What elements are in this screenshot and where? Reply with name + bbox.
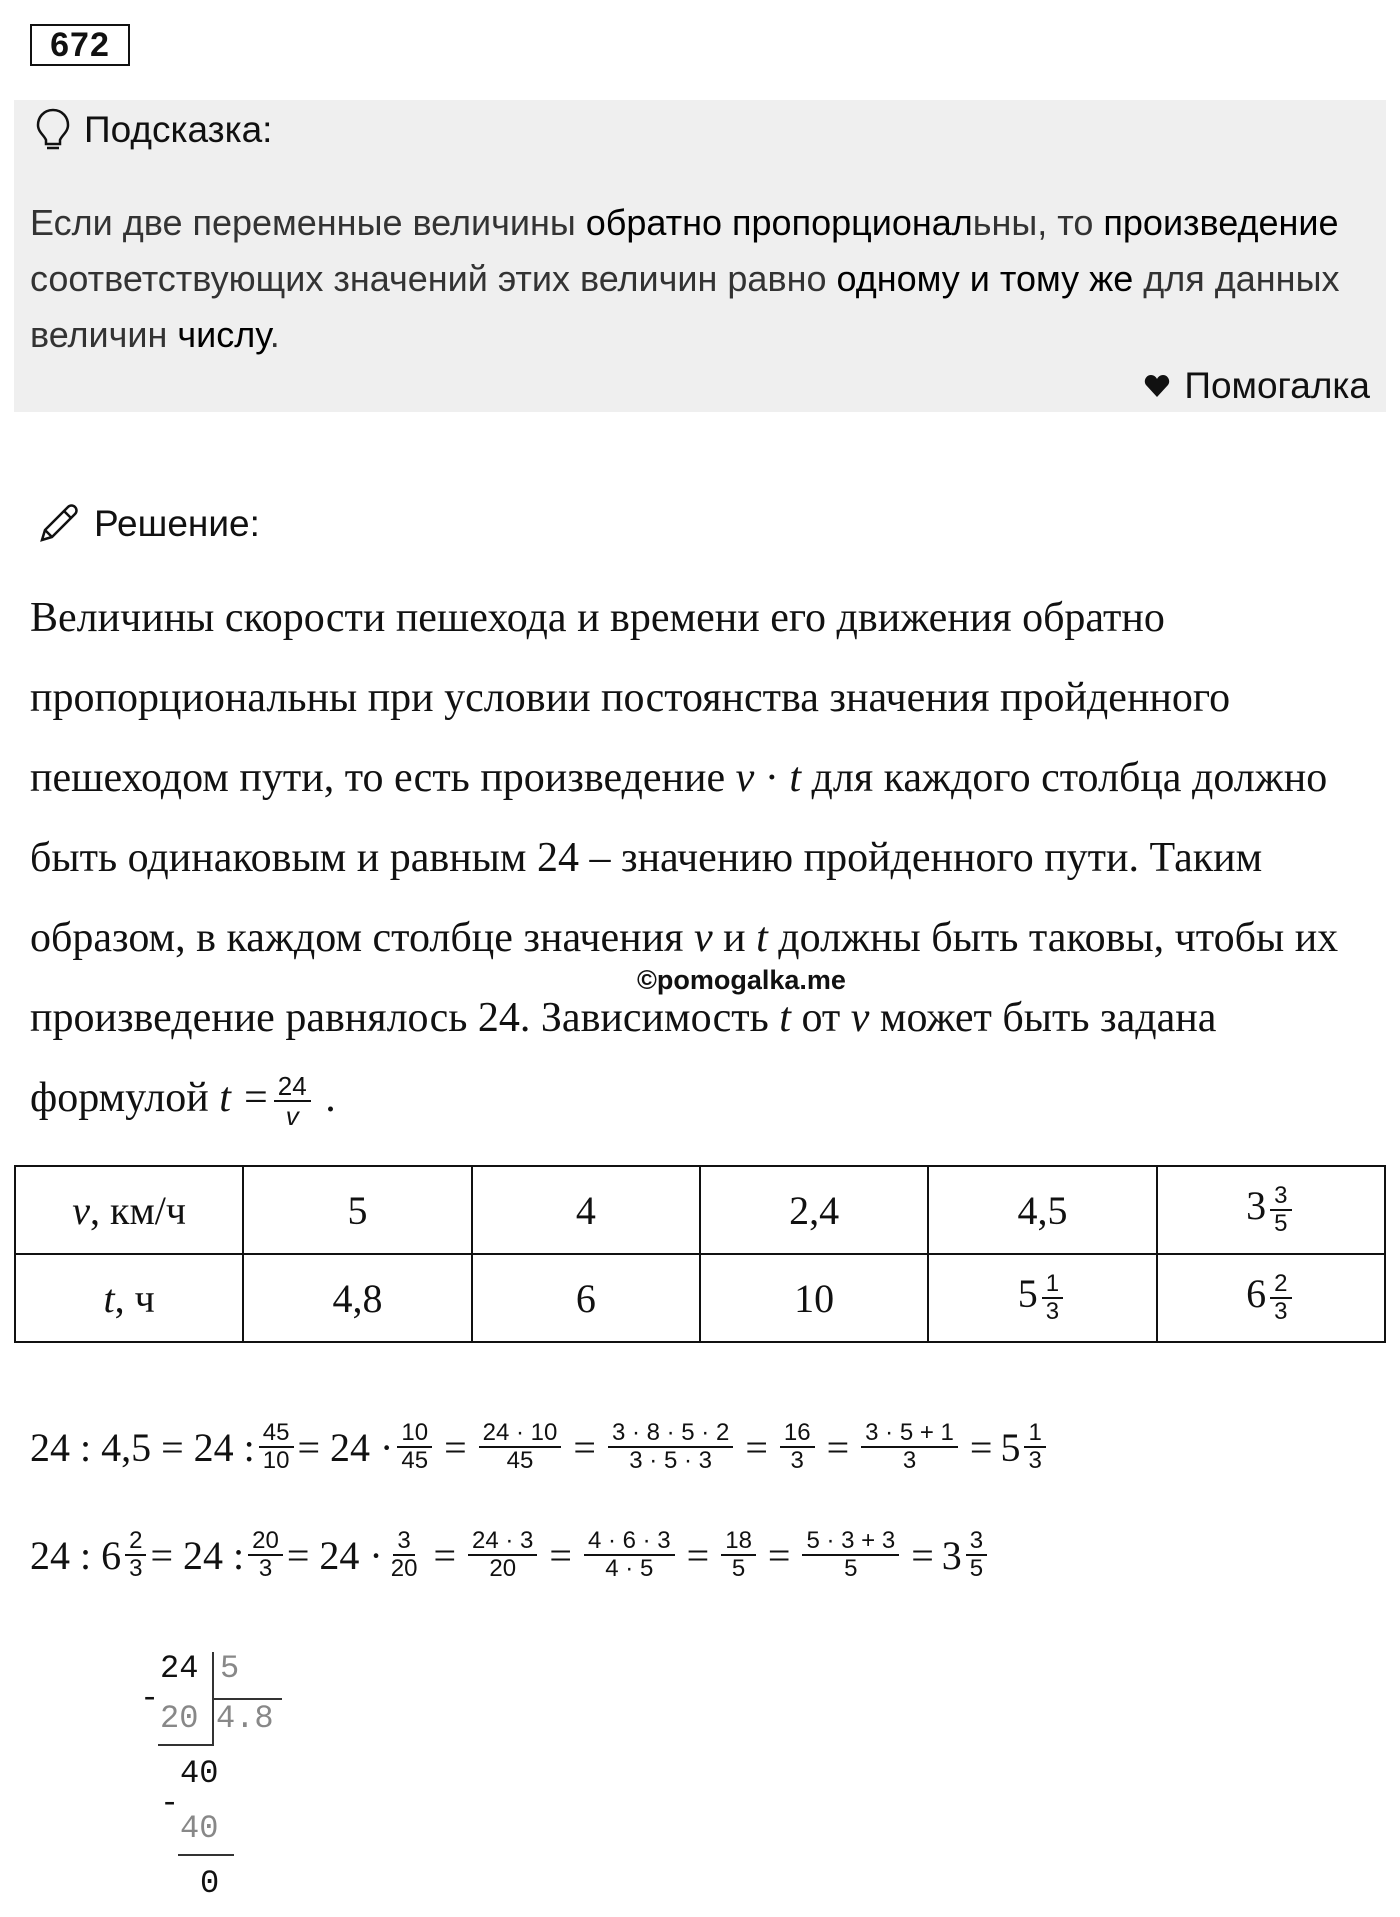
brand-name: Помогалка [1184, 365, 1370, 406]
frac-num: 18 [721, 1528, 756, 1556]
dot-symbol: · [764, 755, 779, 801]
result-whole: 3 [941, 1532, 962, 1578]
frac-num: 4 · 6 · 3 [584, 1528, 675, 1556]
frac-den: v [285, 1101, 299, 1132]
frac-num: 3 [1270, 1183, 1291, 1211]
frac-num: 45 [259, 1420, 294, 1448]
frac-den: 4 · 5 [605, 1555, 654, 1583]
frac-den: 3 [1028, 1447, 1042, 1475]
table-cell [1157, 1254, 1385, 1342]
table-cell: 4,8 [243, 1254, 471, 1342]
frac-den: 45 [506, 1447, 534, 1475]
hint-segment: соответствующих значений этих величин равно [30, 258, 837, 299]
table-row [15, 1166, 1385, 1254]
var-v: v [693, 915, 713, 961]
calc-text: = 24 · [286, 1532, 383, 1578]
subtraction-line [178, 1854, 234, 1856]
frac-num: 1 [1024, 1420, 1045, 1448]
brand-label [1144, 365, 1370, 407]
solution-title: Решение: [94, 503, 260, 544]
mixed-fraction [1270, 1183, 1291, 1238]
hint-emphasis: обратно пропорционал [585, 202, 973, 243]
frac-num: 10 [397, 1420, 432, 1448]
table-cell: 10 [700, 1254, 928, 1342]
var-v: v [850, 995, 870, 1041]
mixed-fraction [1270, 1271, 1291, 1326]
mixed-fraction [1042, 1271, 1063, 1326]
table-cell [928, 1254, 1156, 1342]
mixed-whole: 3 [1246, 1183, 1267, 1229]
label-unit: , ч [114, 1275, 155, 1321]
frac-den: 20 [489, 1555, 517, 1583]
hint-segment: Если две переменные величины [30, 202, 586, 243]
table-row [15, 1254, 1385, 1342]
mixed-whole: 5 [1017, 1271, 1038, 1317]
fraction [468, 1528, 537, 1583]
frac-num: 3 [966, 1528, 987, 1556]
period: . [325, 1075, 336, 1121]
calculation-line-2: 24 : 6 $\frac{2}{3}$ = 24 : $\frac{20}{3}$ = 24 · $\frac{3}{20}$ = $\frac{24 \cdot 3}{20}$ = $\frac{4 \cdot 6 \cdot 3}{4 \cdot 5}$ = $\frac{18}{5}$ = $\frac{5 \cdot 3 + 3}{5}$ = 3 $\frac{3}{5}$ [30, 1528, 991, 1583]
table-cell: 6 [472, 1254, 700, 1342]
minus-sign: - [140, 1680, 160, 1717]
solution-text-2: для каждого столбца должно быть одинаковым и равным 24 – значению пройденного пути. Таким образом, в каждом столбце значения [30, 755, 1328, 961]
fraction [780, 1420, 815, 1475]
fraction [861, 1420, 958, 1475]
formula-fraction [274, 1072, 311, 1131]
calc-text: 24 : 4,5 = 24 : [30, 1424, 255, 1470]
label-var: t [103, 1275, 115, 1321]
label-var: v [72, 1187, 91, 1233]
frac-den: 3 [1045, 1298, 1060, 1326]
frac-den: 3 [129, 1555, 143, 1583]
calc-text: = 24 : [150, 1532, 245, 1578]
formula-lhs: t = [219, 1075, 270, 1121]
heart-icon [1144, 374, 1170, 398]
frac-den: 3 [902, 1447, 917, 1475]
frac-num: 3 · 5 + 1 [861, 1420, 958, 1448]
watermark: ©pomogalka.me [637, 965, 846, 995]
calculation-line-1: 24 : 4,5 = 24 : $\frac{45}{10}$ = 24 · $\frac{10}{45}$ = $\frac{24 \cdot 10}{45}$ = $\frac{3 \cdot 8 \cdot 5 \cdot 2}{3 \cdot 5 \cdot 3}$ = $\frac{16}{3}$ = $\frac{3 \cdot 5 + 1}{3}$ = 5 $\frac{1}{3}$ [30, 1420, 1050, 1475]
remainder-1: 40 [180, 1755, 219, 1792]
hint-segment: ьны, то [972, 202, 1104, 243]
pencil-icon [34, 500, 82, 548]
table-cell [1157, 1166, 1385, 1254]
var-t: t [789, 755, 801, 801]
frac-num: 3 [393, 1528, 414, 1556]
frac-den: 5 [969, 1555, 984, 1583]
subtrahend-2: 40 [180, 1810, 219, 1847]
fraction [248, 1528, 283, 1583]
result-fraction [966, 1528, 987, 1583]
mixed-whole: 6 [1246, 1271, 1267, 1317]
values-table [14, 1165, 1386, 1343]
hint-emphasis: произведение [1103, 202, 1339, 243]
hint-segment: для данных величин [30, 258, 1340, 355]
solution-and: и [723, 915, 746, 961]
frac-den: 3 [790, 1447, 804, 1475]
table-cell: 5 [243, 1166, 471, 1254]
minus-sign: - [160, 1785, 180, 1822]
var-t: t [756, 915, 768, 961]
calc-text: = 24 · [297, 1424, 394, 1470]
solution-header [34, 500, 260, 548]
row-label-v [15, 1166, 243, 1254]
long-division [140, 1650, 340, 1910]
fraction [721, 1528, 756, 1583]
fraction [608, 1420, 733, 1475]
frac-num: 20 [248, 1528, 283, 1556]
solution-text-3: должны быть таковы, чтобы их произведение равнялось 24. Зависимость [30, 915, 1339, 1041]
frac-den: 5 [731, 1555, 746, 1583]
frac-den: 3 · 5 · 3 [629, 1447, 712, 1475]
frac-num: 3 · 8 · 5 · 2 [608, 1420, 733, 1448]
frac-num: 24 · 10 [479, 1420, 562, 1448]
frac-num: 24 · 3 [468, 1528, 537, 1556]
solution-text-5: может быть задана формулой [30, 995, 1217, 1121]
dividend: 24 [160, 1650, 199, 1687]
hint-emphasis: числу [177, 314, 270, 355]
label-unit: , км/ч [90, 1187, 187, 1233]
hint-emphasis: одному и тому же [836, 258, 1134, 299]
table-cell: 2,4 [700, 1166, 928, 1254]
table-cell: 4,5 [928, 1166, 1156, 1254]
hint-segment: . [269, 314, 280, 355]
hint-header [36, 108, 272, 152]
frac-num: 1 [1042, 1271, 1063, 1299]
problem-number: 672 [30, 24, 130, 66]
var-t: t [779, 995, 791, 1041]
solution-paragraph [30, 578, 1380, 1138]
fraction [397, 1420, 432, 1475]
divisor: 5 [220, 1650, 240, 1687]
frac-den: 20 [390, 1555, 418, 1583]
frac-num: 16 [780, 1420, 815, 1448]
fraction [584, 1528, 675, 1583]
row-label-t [15, 1254, 243, 1342]
frac-den: 5 [844, 1555, 858, 1583]
remainder-2: 0 [200, 1865, 220, 1902]
frac-den: 45 [401, 1447, 429, 1475]
quotient-line [212, 1698, 282, 1700]
result-whole: 5 [1000, 1424, 1021, 1470]
fraction [802, 1528, 899, 1583]
lightbulb-icon [36, 108, 70, 152]
subtrahend-1: 20 [160, 1700, 199, 1737]
solution-text-4: от [801, 995, 841, 1041]
frac-den: 3 [1274, 1298, 1288, 1326]
frac-num: 5 · 3 + 3 [802, 1528, 899, 1556]
fraction [387, 1528, 422, 1583]
fraction [479, 1420, 562, 1475]
fraction [259, 1420, 294, 1475]
result-fraction [1024, 1420, 1045, 1475]
frac-num: 2 [125, 1528, 146, 1556]
calc-text: 24 : 6 [30, 1532, 122, 1578]
var-v: v [735, 755, 755, 801]
subtraction-line [158, 1744, 214, 1746]
frac-den: 10 [262, 1447, 290, 1475]
solution-text-1: Величины скорости пешехода и времени его движения обратно пропорциональны при условии постоянства значения пройденного пешеходом пути, то есть произведение [30, 595, 1231, 801]
hint-title: Подсказка: [84, 109, 273, 150]
frac-den: 3 [258, 1555, 273, 1583]
frac-num: 24 [274, 1072, 311, 1103]
frac-num: 2 [1270, 1271, 1291, 1299]
table-cell: 4 [472, 1166, 700, 1254]
frac-den: 5 [1274, 1210, 1288, 1238]
hint-text [30, 195, 1370, 363]
fraction [125, 1528, 146, 1583]
quotient: 4.8 [216, 1700, 274, 1737]
